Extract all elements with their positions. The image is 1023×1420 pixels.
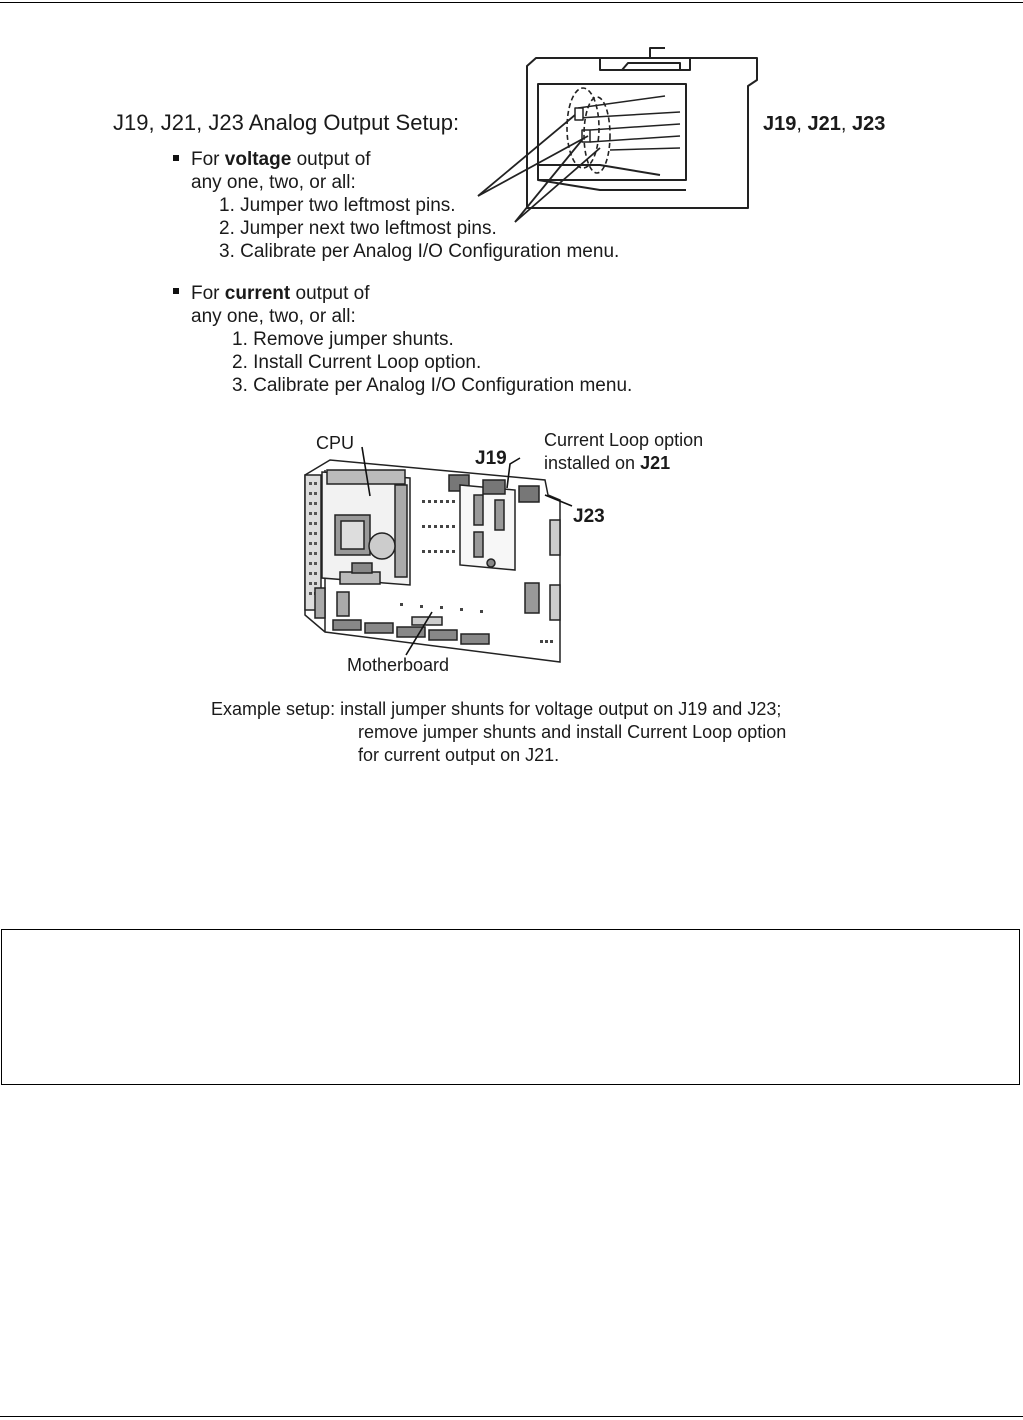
voltage-step-3: 3. Calibrate per Analog I/O Configuration menu. [219, 241, 620, 262]
current-step-1: 1. Remove jumper shunts. [232, 329, 454, 350]
connector-label: J19, J21, J23 [763, 113, 886, 135]
current-loop-label-line1: Current Loop option [544, 430, 704, 450]
cpu-label: CPU [316, 433, 355, 453]
figure-title: J19, J21, J23 Analog Output Setup: [113, 110, 460, 135]
j19-label: J19 [475, 448, 507, 469]
current-loop-label-line2: installed on J21 [544, 453, 671, 473]
voltage-heading: For voltage output of [191, 149, 371, 170]
current-scope: any one, two, or all: [191, 306, 356, 327]
motherboard-label: Motherboard [347, 655, 450, 675]
voltage-keyword: voltage [224, 149, 292, 170]
voltage-scope: any one, two, or all: [191, 172, 356, 193]
current-step-2: 2. Install Current Loop option. [232, 352, 482, 373]
current-step-3: 3. Calibrate per Analog I/O Configuration menu. [232, 375, 633, 396]
motherboard-illustration [0, 0, 1023, 700]
caption-line-2: remove jumper shunts and install Current Loop option [358, 722, 787, 742]
caption-line-3: for current output on J21. [358, 745, 560, 765]
bottom-rule [0, 1416, 1023, 1417]
voltage-step-1: 1. Jumper two leftmost pins. [219, 195, 456, 216]
current-heading: For current output of [191, 283, 370, 304]
current-keyword: current [224, 283, 291, 304]
empty-note-box [1, 929, 1020, 1085]
caption-line-1: Example setup: install jumper shunts for voltage output on J19 and J23; [211, 699, 782, 719]
j23-label: J23 [573, 506, 605, 527]
voltage-step-2: 2. Jumper next two leftmost pins. [219, 218, 497, 239]
